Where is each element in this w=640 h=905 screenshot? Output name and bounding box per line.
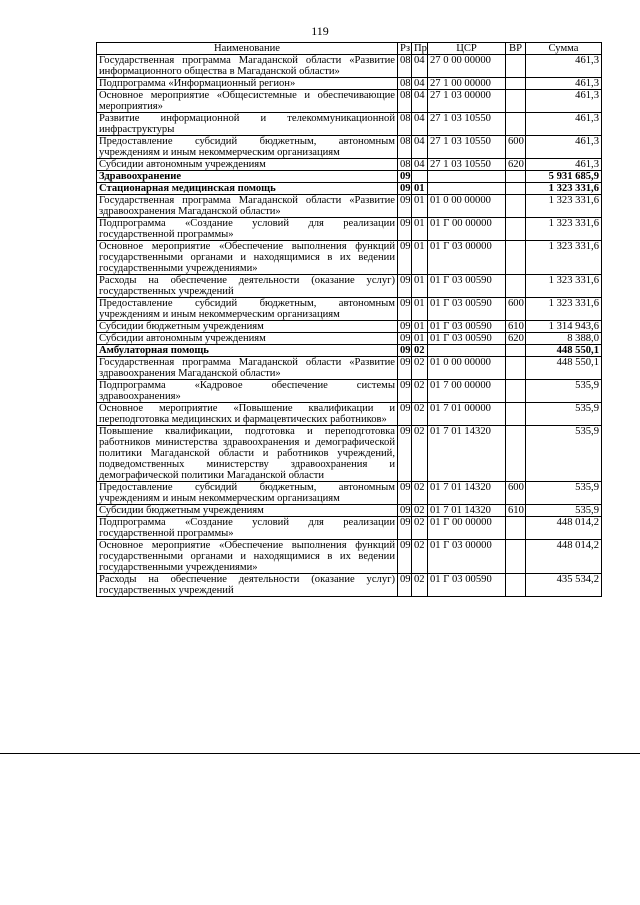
table-header-row [97, 43, 602, 55]
cell-rz: 09 [398, 482, 412, 505]
cell-sum: 1 323 331,6 [526, 195, 602, 218]
cell-pr: 04 [412, 159, 428, 171]
cell-rz: 09 [398, 218, 412, 241]
cell-vr [506, 113, 526, 136]
cell-csr: 01 0 00 00000 [428, 195, 506, 218]
cell-rz: 08 [398, 90, 412, 113]
cell-rz: 08 [398, 159, 412, 171]
table-row [97, 482, 602, 505]
cell-pr: 04 [412, 78, 428, 90]
cell-vr [506, 380, 526, 403]
cell-pr: 04 [412, 136, 428, 159]
cell-sum: 461,3 [526, 90, 602, 113]
cell-name: Подпрограмма «Кадровое обеспечение системы здравоохранения» [97, 380, 398, 403]
cell-sum: 535,9 [526, 482, 602, 505]
cell-sum: 8 388,0 [526, 333, 602, 345]
cell-pr: 02 [412, 380, 428, 403]
cell-pr: 01 [412, 275, 428, 298]
cell-vr: 610 [506, 321, 526, 333]
cell-rz: 09 [398, 505, 412, 517]
cell-csr: 01 7 00 00000 [428, 380, 506, 403]
cell-name: Подпрограмма «Информационный регион» [97, 78, 398, 90]
cell-sum: 461,3 [526, 159, 602, 171]
cell-sum: 461,3 [526, 78, 602, 90]
table-row [97, 540, 602, 574]
cell-rz: 09 [398, 171, 412, 183]
cell-pr: 01 [412, 195, 428, 218]
cell-vr [506, 241, 526, 275]
cell-vr [506, 275, 526, 298]
cell-rz: 09 [398, 380, 412, 403]
cell-rz: 09 [398, 321, 412, 333]
table-row [97, 183, 602, 195]
cell-sum: 1 314 943,6 [526, 321, 602, 333]
cell-vr [506, 218, 526, 241]
cell-name: Основное мероприятие «Повышение квалификации и переподготовка медицинских и фармацевтических работников» [97, 403, 398, 426]
cell-csr: 01 0 00 00000 [428, 357, 506, 380]
table-row [97, 321, 602, 333]
table-row [97, 218, 602, 241]
cell-sum: 461,3 [526, 113, 602, 136]
table-row [97, 333, 602, 345]
cell-csr [428, 183, 506, 195]
cell-pr: 04 [412, 90, 428, 113]
cell-sum: 535,9 [526, 380, 602, 403]
cell-csr [428, 171, 506, 183]
cell-rz: 09 [398, 517, 412, 540]
cell-pr: 04 [412, 113, 428, 136]
table-row [97, 171, 602, 183]
cell-pr: 04 [412, 55, 428, 78]
cell-pr: 01 [412, 298, 428, 321]
cell-name: Субсидии автономным учреждениям [97, 159, 398, 171]
cell-pr: 02 [412, 517, 428, 540]
cell-vr [506, 517, 526, 540]
cell-vr [506, 183, 526, 195]
cell-csr: 01 7 01 14320 [428, 482, 506, 505]
cell-sum: 535,9 [526, 403, 602, 426]
cell-rz: 09 [398, 275, 412, 298]
cell-vr [506, 171, 526, 183]
table-body [97, 55, 602, 597]
cell-sum: 461,3 [526, 136, 602, 159]
cell-name: Субсидии бюджетным учреждениям [97, 321, 398, 333]
cell-pr: 01 [412, 321, 428, 333]
cell-sum: 448 014,2 [526, 517, 602, 540]
cell-csr: 27 0 00 00000 [428, 55, 506, 78]
cell-vr: 620 [506, 159, 526, 171]
table-row [97, 275, 602, 298]
cell-rz: 09 [398, 195, 412, 218]
cell-pr: 01 [412, 333, 428, 345]
cell-pr: 01 [412, 218, 428, 241]
table-row [97, 78, 602, 90]
cell-rz: 09 [398, 403, 412, 426]
cell-vr: 610 [506, 505, 526, 517]
cell-pr [412, 171, 428, 183]
cell-rz: 09 [398, 345, 412, 357]
column-header-csr: ЦСР [428, 43, 506, 55]
cell-csr: 27 1 03 10550 [428, 159, 506, 171]
cell-name: Повышение квалификации, подготовка и переподготовка работников министерства здравоохранения и демографической политики Магаданской области и работников учреждений, подведомственных министерству здравоохранения и демографической политики Магаданской области [97, 426, 398, 482]
page-divider [0, 753, 640, 754]
cell-rz: 09 [398, 298, 412, 321]
table-row [97, 357, 602, 380]
cell-name: Здравоохранение [97, 171, 398, 183]
table-row [97, 574, 602, 597]
cell-pr: 02 [412, 505, 428, 517]
cell-csr: 01 Г 03 00000 [428, 241, 506, 275]
column-header-vr: ВР [506, 43, 526, 55]
cell-name: Амбулаторная помощь [97, 345, 398, 357]
cell-rz: 09 [398, 183, 412, 195]
cell-vr [506, 426, 526, 482]
cell-vr: 600 [506, 298, 526, 321]
cell-sum: 1 323 331,6 [526, 241, 602, 275]
table-row [97, 136, 602, 159]
cell-rz: 09 [398, 357, 412, 380]
cell-pr: 02 [412, 345, 428, 357]
cell-name: Развитие информационной и телекоммуникационной инфраструктуры [97, 113, 398, 136]
cell-sum: 1 323 331,6 [526, 275, 602, 298]
cell-name: Государственная программа Магаданской области «Развитие информационного общества в Магаданской области» [97, 55, 398, 78]
cell-sum: 535,9 [526, 505, 602, 517]
cell-name: Основное мероприятие «Обеспечение выполнения функций государственными органами и находящимися в их ведении государственными учреждениями» [97, 540, 398, 574]
cell-name: Подпрограмма «Создание условий для реализации государственной программы» [97, 218, 398, 241]
table-row [97, 159, 602, 171]
cell-rz: 09 [398, 540, 412, 574]
cell-csr: 27 1 03 10550 [428, 136, 506, 159]
cell-name: Основное мероприятие «Общесистемные и обеспечивающие мероприятия» [97, 90, 398, 113]
cell-name: Подпрограмма «Создание условий для реализации государственной программы» [97, 517, 398, 540]
cell-rz: 08 [398, 113, 412, 136]
table-row [97, 90, 602, 113]
table-row [97, 505, 602, 517]
cell-name: Субсидии автономным учреждениям [97, 333, 398, 345]
cell-rz: 09 [398, 333, 412, 345]
cell-pr: 02 [412, 426, 428, 482]
cell-csr: 01 Г 03 00590 [428, 574, 506, 597]
cell-csr: 01 7 01 00000 [428, 403, 506, 426]
cell-csr: 27 1 03 00000 [428, 90, 506, 113]
cell-pr: 02 [412, 403, 428, 426]
cell-vr [506, 540, 526, 574]
cell-pr: 02 [412, 574, 428, 597]
table-row [97, 113, 602, 136]
cell-vr [506, 345, 526, 357]
cell-vr: 600 [506, 482, 526, 505]
cell-vr [506, 574, 526, 597]
page-number: 119 [311, 24, 329, 38]
table-row [97, 380, 602, 403]
cell-csr [428, 345, 506, 357]
cell-name: Государственная программа Магаданской области «Развитие здравоохранения Магаданской области» [97, 357, 398, 380]
cell-pr: 02 [412, 540, 428, 574]
cell-rz: 08 [398, 78, 412, 90]
cell-name: Предоставление субсидий бюджетным, автономным учреждениям и иным некоммерческим организациям [97, 136, 398, 159]
table-row [97, 426, 602, 482]
cell-sum: 535,9 [526, 426, 602, 482]
cell-vr: 600 [506, 136, 526, 159]
cell-vr: 620 [506, 333, 526, 345]
cell-rz: 09 [398, 574, 412, 597]
cell-name: Расходы на обеспечение деятельности (оказание услуг) государственных учреждений [97, 574, 398, 597]
cell-vr [506, 90, 526, 113]
column-header-rz: Рз [398, 43, 412, 55]
cell-sum: 1 323 331,6 [526, 298, 602, 321]
table-row [97, 195, 602, 218]
cell-csr: 01 Г 00 00000 [428, 517, 506, 540]
cell-csr: 01 Г 03 00590 [428, 275, 506, 298]
cell-csr: 27 1 00 00000 [428, 78, 506, 90]
cell-name: Предоставление субсидий бюджетным, автономным учреждениям и иным некоммерческим организациям [97, 482, 398, 505]
cell-sum: 5 931 685,9 [526, 171, 602, 183]
cell-vr [506, 55, 526, 78]
cell-rz: 09 [398, 241, 412, 275]
column-header-pr: Пр [412, 43, 428, 55]
budget-table [96, 42, 602, 597]
cell-name: Государственная программа Магаданской области «Развитие здравоохранения Магаданской области» [97, 195, 398, 218]
cell-rz: 08 [398, 55, 412, 78]
cell-sum: 1 323 331,6 [526, 218, 602, 241]
cell-sum: 1 323 331,6 [526, 183, 602, 195]
table-row [97, 241, 602, 275]
cell-name: Основное мероприятие «Обеспечение выполнения функций государственными органами и находящимися в их ведении государственными учреждениями» [97, 241, 398, 275]
cell-sum: 448 550,1 [526, 345, 602, 357]
cell-csr: 01 Г 00 00000 [428, 218, 506, 241]
table-row [97, 403, 602, 426]
cell-vr [506, 195, 526, 218]
table-row [97, 298, 602, 321]
cell-sum: 435 534,2 [526, 574, 602, 597]
cell-name: Стационарная медицинская помощь [97, 183, 398, 195]
cell-name: Субсидии бюджетным учреждениям [97, 505, 398, 517]
cell-pr: 01 [412, 183, 428, 195]
cell-pr: 01 [412, 241, 428, 275]
cell-csr: 01 Г 03 00590 [428, 321, 506, 333]
table-row [97, 345, 602, 357]
table-row [97, 517, 602, 540]
cell-sum: 448 014,2 [526, 540, 602, 574]
cell-name: Предоставление субсидий бюджетным, автономным учреждениям и иным некоммерческим организациям [97, 298, 398, 321]
column-header-name: Наименование [97, 43, 398, 55]
cell-vr [506, 357, 526, 380]
cell-pr: 02 [412, 357, 428, 380]
column-header-sum: Сумма [526, 43, 602, 55]
cell-csr: 27 1 03 10550 [428, 113, 506, 136]
cell-rz: 09 [398, 426, 412, 482]
cell-pr: 02 [412, 482, 428, 505]
cell-csr: 01 Г 03 00000 [428, 540, 506, 574]
cell-name: Расходы на обеспечение деятельности (оказание услуг) государственных учреждений [97, 275, 398, 298]
cell-rz: 08 [398, 136, 412, 159]
cell-sum: 461,3 [526, 55, 602, 78]
cell-csr: 01 Г 03 00590 [428, 333, 506, 345]
cell-csr: 01 7 01 14320 [428, 505, 506, 517]
cell-csr: 01 7 01 14320 [428, 426, 506, 482]
cell-vr [506, 403, 526, 426]
table-row [97, 55, 602, 78]
cell-csr: 01 Г 03 00590 [428, 298, 506, 321]
cell-sum: 448 550,1 [526, 357, 602, 380]
cell-vr [506, 78, 526, 90]
